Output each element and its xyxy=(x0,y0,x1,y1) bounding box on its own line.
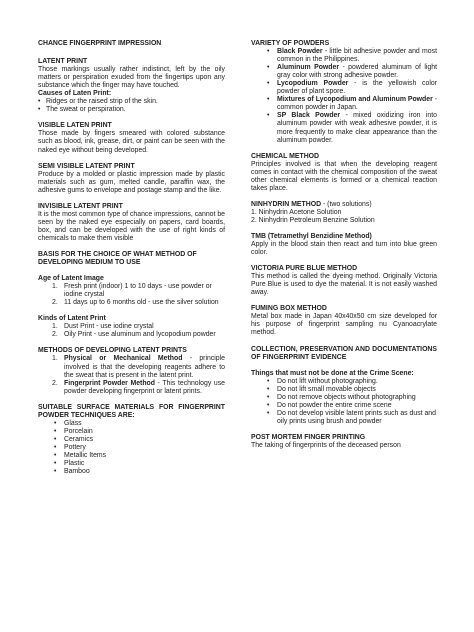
tmb-section xyxy=(251,233,437,257)
list-item: • Bamboo xyxy=(38,468,225,476)
latent-print-section xyxy=(38,58,225,114)
donts-heading: Things that must not be done at the Crime Scene: xyxy=(251,369,414,377)
age-section xyxy=(38,275,225,307)
ninhydrin-heading: NINHYDRIN METHOD xyxy=(251,200,322,208)
list-item: • Pottery xyxy=(38,444,225,452)
list-item: • Lycopodium Powder - is the yellowish color powder of plant spore. xyxy=(251,80,437,96)
list-item: 1. Dust Print - use iodine crystal xyxy=(52,323,154,331)
powders-section xyxy=(251,40,437,145)
list-item: • Metallic Items xyxy=(38,452,225,460)
semi-visible-heading: SEMI VISIBLE LATENT PRINT xyxy=(38,162,135,170)
causes-list xyxy=(38,98,225,114)
powders-heading: VARIETY OF POWDERS xyxy=(251,40,330,47)
tmb-text: Apply in the blood stain then react and turn into blue green color. xyxy=(251,241,437,257)
invisible-text: It is the most common type of chance impressions, cannot be seen by the naked eye especially on papers, card boards, box, and can be developed with the use of right kinds of chemicals to make them visible xyxy=(38,210,225,242)
visible-print-section xyxy=(38,122,225,154)
list-item: • Do not lift small movable objects xyxy=(251,386,437,394)
kinds-heading: Kinds of Latent Print xyxy=(38,315,106,323)
semi-visible-text: Produce by a molded or plastic impression made by plastic materials such as gum, melted candle, paraffin wax, the adhesive gums to envelope and postage stamp and the like. xyxy=(38,170,225,194)
donts-section xyxy=(251,370,437,426)
list-item: • Do not remove objects without photographing xyxy=(251,394,437,402)
surfaces-list xyxy=(38,420,225,476)
ninhydrin-item: 2. Ninhydrin Petroleum Benzine Solution xyxy=(251,216,375,224)
list-item: • Aluminum Powder - powdered aluminum of light gray color with strong adhesive powder. xyxy=(251,64,437,80)
surfaces-heading: SUITABLE SURFACE MATERIALS FOR FINGERPRINT POWDER TECHNIQUES ARE: xyxy=(38,403,225,419)
victoria-text: This method is called the dyeing method. Originally Victoria Pure Blue is used to dye the material. It is not easily washed away. xyxy=(251,273,437,297)
post-mortem-text: The taking of fingerprints of the deceased person xyxy=(251,441,401,449)
surfaces-section xyxy=(38,404,225,476)
list-item: • Black Powder - little bit adhesive powder and most common in the Philippines. xyxy=(251,48,437,64)
list-item: • Mixtures of Lycopodium and Aluminum Powder - common powder in Japan. xyxy=(251,96,437,112)
list-item: • SP Black Powder - mixed oxidizing iron into aluminum powder with weak adhesive powder, it is more frequently to make clear appearance than the aluminum powder. xyxy=(251,112,437,144)
fuming-section xyxy=(251,305,437,337)
list-item: 1. Physical or Mechanical Method - principle involved is that the developing reagents adhere to the sweat that is present in the latent print. xyxy=(52,355,225,379)
left-column xyxy=(38,40,225,484)
causes-heading: Causes of Laten Print: xyxy=(38,90,112,98)
list-item: 2. Oily Print - use aluminum and lycopodium powder xyxy=(52,331,216,339)
chemical-heading: CHEMICAL METHOD xyxy=(251,152,320,160)
right-column xyxy=(251,40,437,458)
list-item: 2. Fingerprint Powder Method - This technology use powder developing fingerprint or latent prints. xyxy=(52,379,225,395)
methods-heading: METHODS OF DEVELOPING LATENT PRINTS xyxy=(38,347,187,355)
collection-section xyxy=(251,346,437,362)
ninhydrin-section xyxy=(251,201,437,225)
semi-visible-section xyxy=(38,163,225,195)
list-item: • Do not lift without photographing. xyxy=(251,378,437,386)
visible-print-text: Those made by fingers smeared with colored substance such as blood, ink, grease, dirt, or paint can be seen with the naked eye without being developed. xyxy=(38,130,225,154)
tmb-heading: TMB (Tetramethyl Benzidine Method) xyxy=(251,232,372,240)
ninhydrin-heading-suffix: - (two solutions) xyxy=(321,200,372,208)
kinds-list xyxy=(38,323,225,339)
chemical-text: Principles involved is that when the developing reagent comes in contact with the chemical composition of the sweat other chemical elements is formed or a chemical reaction takes place. xyxy=(251,160,437,192)
list-item: • Plastic xyxy=(38,460,225,468)
list-item: • Porcelain xyxy=(38,428,225,436)
latent-print-text: Those markings usually rather indistinct, left by the oily matters or perspiration exuded from the fingertips upon any substance which the finger may have touched. xyxy=(38,66,225,90)
victoria-heading: VICTORIA PURE BLUE METHOD xyxy=(251,265,358,273)
age-list xyxy=(38,283,225,307)
donts-list xyxy=(251,378,437,426)
latent-print-heading: LATENT PRINT xyxy=(38,58,88,66)
list-item: • Ridges or the raised strip of the skin. xyxy=(38,98,225,106)
age-heading: Age of Latent Image xyxy=(38,275,104,283)
invisible-heading: INVISIBLE LATENT PRINT xyxy=(38,202,123,210)
kinds-section xyxy=(38,315,225,339)
basis-section xyxy=(38,251,225,267)
ninhydrin-heading-line xyxy=(251,201,437,209)
fuming-text: Metal box made in Japan 40x40x50 cm size developed for his purpose of fingerprint sampling nu Cyanoacrylate method. xyxy=(251,313,437,337)
page-title: CHANCE FINGERPRINT IMPRESSION xyxy=(38,40,162,47)
list-item: • Do not develop visible latent prints such as dust and oily prints using brush and powder xyxy=(251,410,437,426)
post-mortem-heading: POST MORTEM FINGER PRINTING xyxy=(251,433,366,441)
post-mortem-section xyxy=(251,434,437,450)
methods-list xyxy=(38,355,225,395)
list-item: • Do not powder the entire crime scene xyxy=(251,402,437,410)
list-item: • Ceramics xyxy=(38,436,225,444)
chemical-section xyxy=(251,153,437,193)
invisible-section xyxy=(38,203,225,243)
visible-print-heading: VISIBLE LATEN PRINT xyxy=(38,122,112,130)
ninhydrin-item: 1. Ninhydrin Acetone Solution xyxy=(251,208,342,216)
collection-heading: COLLECTION, PRESERVATION AND DOCUMENTATIONS OF FINGERPRINT EVIDENCE xyxy=(251,345,437,361)
fuming-heading: FUMING BOX METHOD xyxy=(251,305,327,313)
list-item: • Glass xyxy=(38,420,225,428)
methods-section xyxy=(38,347,225,395)
list-item: 2. 11 days up to 6 months old - use the silver solution xyxy=(52,299,219,307)
basis-heading: BASIS FOR THE CHOICE OF WHAT METHOD OF DEVELOPING MEDIUM TO USE xyxy=(38,250,197,267)
list-item: • The sweat or perspiration. xyxy=(38,106,225,114)
list-item: 1. Fresh print (indoor) 1 to 10 days - use powder or iodine crystal xyxy=(52,283,212,299)
victoria-section xyxy=(251,265,437,297)
powders-list xyxy=(251,48,437,145)
